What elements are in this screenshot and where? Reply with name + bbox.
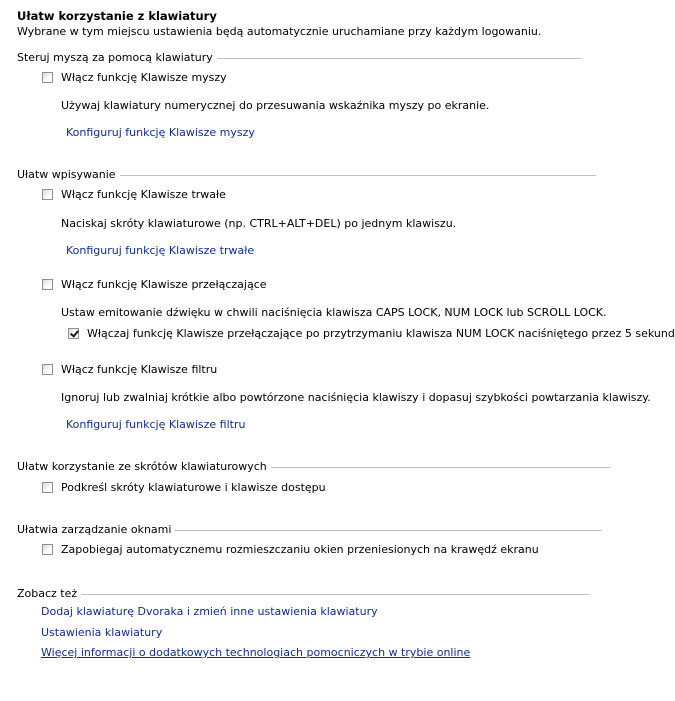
- section-typing-heading: [17, 168, 596, 181]
- sticky-keys-option[interactable]: [42, 188, 226, 201]
- mouse-keys-label[interactable]: Włącz funkcję Klawisze myszy: [61, 71, 227, 84]
- section-windows-heading-text: Ułatwia zarządzanie oknami: [17, 523, 172, 536]
- underline-shortcuts-label[interactable]: Podkreśl skróty klawiaturowe i klawisze dostępu: [61, 481, 326, 494]
- underline-shortcuts-option[interactable]: [42, 481, 326, 494]
- filter-keys-label[interactable]: Włącz funkcję Klawisze filtru: [61, 363, 218, 376]
- filter-keys-description: Ignoruj lub zwalniaj krótkie albo powtórzone naciśnięcia klawiszy i dopasuj szybkości powtarzania klawiszy.: [61, 391, 651, 404]
- assistive-tech-online-link[interactable]: Więcej informacji o dodatkowych technologiach pomocniczych w trybie online: [41, 646, 471, 659]
- section-divider: [120, 175, 596, 176]
- section-see-also-heading-text: Zobacz też: [17, 587, 78, 600]
- toggle-keys-checkbox[interactable]: [42, 279, 53, 290]
- section-mouse-heading: [17, 51, 581, 64]
- toggle-keys-description: Ustaw emitowanie dźwięku w chwili naciśnięcia klawisza CAPS LOCK, NUM LOCK lub SCROLL LOCK.: [61, 306, 607, 319]
- filter-keys-checkbox[interactable]: [42, 364, 53, 375]
- section-divider: [81, 594, 589, 595]
- toggle-keys-numlock-option[interactable]: [68, 327, 675, 340]
- section-shortcuts-heading-text: Ułatw korzystanie ze skrótów klawiaturowych: [17, 460, 267, 473]
- mouse-keys-option[interactable]: [42, 71, 227, 84]
- configure-mouse-keys-link[interactable]: Konfiguruj funkcję Klawisze myszy: [66, 126, 255, 139]
- sticky-keys-description: Naciskaj skróty klawiaturowe (np. CTRL+ALT+DEL) po jednym klawiszu.: [61, 217, 457, 230]
- section-see-also-heading: [17, 587, 589, 600]
- page-title: Ułatw korzystanie z klawiatury: [17, 9, 217, 23]
- prevent-snap-label[interactable]: Zapobiegaj automatycznemu rozmieszczaniu okien przeniesionych na krawędź ekranu: [61, 543, 539, 556]
- section-divider: [271, 467, 610, 468]
- section-divider: [175, 530, 602, 531]
- section-divider: [217, 58, 581, 59]
- section-windows-heading: [17, 523, 602, 536]
- page-subtitle: Wybrane w tym miejscu ustawienia będą automatycznie uruchamiane przy każdym logowaniu.: [17, 25, 542, 38]
- mouse-keys-checkbox[interactable]: [42, 72, 53, 83]
- toggle-keys-label[interactable]: Włącz funkcję Klawisze przełączające: [61, 278, 267, 291]
- prevent-snap-option[interactable]: [42, 543, 539, 556]
- toggle-keys-numlock-checkbox[interactable]: [68, 328, 79, 339]
- prevent-snap-checkbox[interactable]: [42, 544, 53, 555]
- sticky-keys-label[interactable]: Włącz funkcję Klawisze trwałe: [61, 188, 226, 201]
- configure-filter-keys-link[interactable]: Konfiguruj funkcję Klawisze filtru: [66, 418, 246, 431]
- toggle-keys-option[interactable]: [42, 278, 267, 291]
- dvorak-keyboard-link[interactable]: Dodaj klawiaturę Dvoraka i zmień inne ustawienia klawiatury: [41, 605, 378, 618]
- sticky-keys-checkbox[interactable]: [42, 189, 53, 200]
- keyboard-settings-link[interactable]: Ustawienia klawiatury: [41, 626, 163, 639]
- section-shortcuts-heading: [17, 460, 610, 473]
- configure-sticky-keys-link[interactable]: Konfiguruj funkcję Klawisze trwałe: [66, 244, 255, 257]
- mouse-keys-description: Używaj klawiatury numerycznej do przesuwania wskaźnika myszy po ekranie.: [61, 99, 490, 112]
- filter-keys-option[interactable]: [42, 363, 217, 376]
- toggle-keys-numlock-label[interactable]: Włączaj funkcję Klawisze przełączające po przytrzymaniu klawisza NUM LOCK naciśniętego przez 5 sekund: [87, 327, 675, 340]
- section-typing-heading-text: Ułatw wpisywanie: [17, 168, 116, 181]
- section-mouse-heading-text: Steruj myszą za pomocą klawiatury: [17, 51, 213, 64]
- underline-shortcuts-checkbox[interactable]: [42, 482, 53, 493]
